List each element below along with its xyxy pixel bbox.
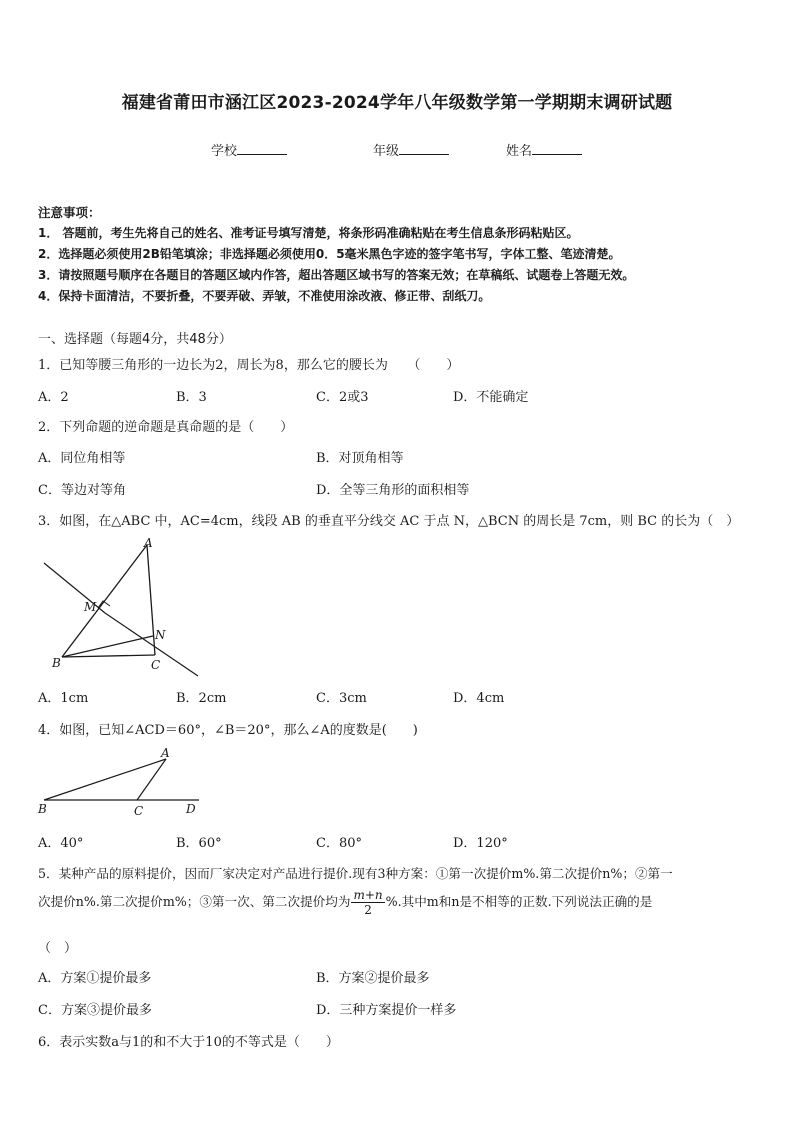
point-label-m: M <box>84 600 97 614</box>
q3-option-a[interactable]: A．1cm <box>38 691 89 706</box>
question-4-stem: 4．如图，已知∠ACD＝60°，∠B＝20°，那么∠A的度数是( ) <box>38 723 418 738</box>
school-label: 学校 <box>211 144 238 159</box>
segment-ca <box>137 759 166 800</box>
point-label-c: C <box>151 658 161 672</box>
q3-option-d[interactable]: D．4cm <box>453 691 505 706</box>
note-item: 3．请按照题号顺序在各题目的答题区域内作答，超出答题区域书写的答案无效；在草稿纸、试题卷上答题无效。 <box>38 268 635 282</box>
grade-field[interactable] <box>373 140 449 159</box>
question-5-line-3: （ ） <box>38 941 78 956</box>
question-1-stem: 1．已知等腰三角形的一边长为2，周长为8，那么它的腰长为 （ ） <box>38 358 460 373</box>
q5-fraction-denominator: 2 <box>364 903 372 917</box>
question-5-line-2 <box>38 888 652 917</box>
q5-option-c[interactable]: C．方案③提价最多 <box>38 1003 152 1018</box>
q4-triangle-figure <box>34 745 204 823</box>
grade-label: 年级 <box>373 144 400 159</box>
q1-option-d[interactable]: D．不能确定 <box>453 390 529 405</box>
q4-option-c[interactable]: C．80° <box>316 836 362 851</box>
question-3-stem: 3．如图，在△ABC 中，AC=4cm，线段 AB 的垂直平分线交 AC 于点 N，△BCN 的周长是 7cm，则 BC 的长为（ ） <box>38 514 740 529</box>
question-5-line-1: 5．某种产品的原料提价，因而厂家决定对产品进行提价.现有3种方案：①第一次提价m%.第二次提价n%；②第一 <box>38 866 673 881</box>
question-2-stem: 2．下列命题的逆命题是真命题的是（ ） <box>38 420 294 435</box>
q4-option-d[interactable]: D．120° <box>453 836 508 851</box>
segment-bc <box>62 655 155 657</box>
q3-option-b[interactable]: B．2cm <box>176 691 227 706</box>
page-title: 福建省莆田市涵江区2023-2024学年八年级数学第一学期期末调研试题 <box>121 93 673 113</box>
point-label-d: D <box>186 802 196 816</box>
name-field[interactable] <box>506 140 582 159</box>
note-item: 4．保持卡面清洁，不要折叠，不要弄破、弄皱，不准使用涂改液、修正带、刮纸刀。 <box>38 289 491 303</box>
grade-blank[interactable] <box>399 142 449 155</box>
q2-option-c[interactable]: C．等边对等角 <box>38 483 126 498</box>
q5-text-after-fraction: %.其中m和n是不相等的正数.下列说法正确的是 <box>385 894 653 909</box>
q4-option-b[interactable]: B．60° <box>176 836 222 851</box>
q5-text-before-fraction: 次提价n%.第二次提价m%；③第一次、第二次提价均为 <box>38 894 351 909</box>
q2-option-b[interactable]: B．对顶角相等 <box>316 451 404 466</box>
q5-option-a[interactable]: A．方案①提价最多 <box>38 971 152 986</box>
q1-option-c[interactable]: C．2或3 <box>316 390 369 405</box>
q2-option-a[interactable]: A．同位角相等 <box>38 451 126 466</box>
point-label-b: B <box>52 656 61 670</box>
segment-ba <box>44 759 166 800</box>
q3-option-c[interactable]: C．3cm <box>316 691 367 706</box>
name-label: 姓名 <box>506 144 533 159</box>
q2-option-d[interactable]: D．全等三角形的面积相等 <box>316 483 470 498</box>
q1-option-a[interactable]: A．2 <box>38 390 69 405</box>
point-label-n: N <box>155 628 166 642</box>
section-heading: 一、选择题（每题4分，共48分） <box>38 332 232 347</box>
q5-fraction <box>351 888 384 917</box>
school-field[interactable] <box>211 140 287 159</box>
point-label-a: A <box>144 536 153 550</box>
note-item: 2．选择题必须使用2B铅笔填涂；非选择题必须使用0．5毫米黑色字迹的签字笔书写，字体工整、笔迹清楚。 <box>38 247 621 261</box>
point-label-b: B <box>38 802 47 816</box>
note-item: 1． 答题前，考生先将自己的姓名、准考证号填写清楚，将条形码准确粘贴在考生信息条形码粘贴区。 <box>38 226 579 240</box>
name-blank[interactable] <box>532 142 582 155</box>
q5-fraction-numerator: m+n <box>353 888 383 902</box>
q1-option-b[interactable]: B．3 <box>176 390 207 405</box>
q5-option-b[interactable]: B．方案②提价最多 <box>316 971 430 986</box>
notes-heading: 注意事项： <box>38 205 101 220</box>
point-label-c: C <box>134 804 144 818</box>
question-6-stem: 6．表示实数a与1的和不大于10的不等式是（ ） <box>38 1035 339 1050</box>
point-label-a: A <box>161 746 170 760</box>
q5-option-d[interactable]: D．三种方案提价一样多 <box>316 1003 457 1018</box>
school-blank[interactable] <box>237 142 287 155</box>
q3-triangle-figure <box>40 533 210 683</box>
q4-option-a[interactable]: A．40° <box>38 836 84 851</box>
segment-ac <box>147 545 155 655</box>
